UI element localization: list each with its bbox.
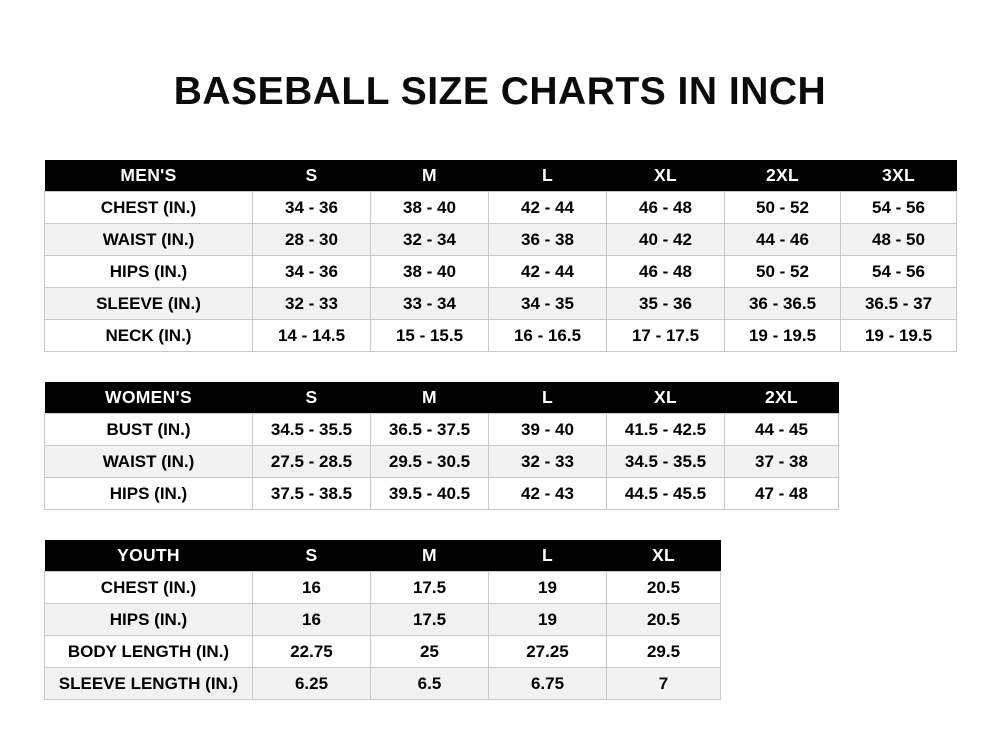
row-header: CHEST (IN.) [45, 572, 253, 604]
table-cell: 16 [253, 604, 371, 636]
row-header: SLEEVE (IN.) [45, 288, 253, 320]
size-tables-container [0, 160, 1000, 700]
table-cell: 32 - 34 [371, 224, 489, 256]
table-cell: 25 [371, 636, 489, 668]
row-header: BUST (IN.) [45, 414, 253, 446]
row-header: HIPS (IN.) [45, 256, 253, 288]
table-cell: 33 - 34 [371, 288, 489, 320]
table-cell: 19 [489, 572, 607, 604]
column-header: L [489, 160, 607, 192]
table-header-row [45, 540, 721, 572]
youth-size-table [44, 540, 721, 700]
table-header-row [45, 160, 957, 192]
column-header: M [371, 540, 489, 572]
table-cell: 16 - 16.5 [489, 320, 607, 352]
table-cell: 42 - 44 [489, 192, 607, 224]
row-header: BODY LENGTH (IN.) [45, 636, 253, 668]
column-header: XL [607, 160, 725, 192]
table-cell: 37.5 - 38.5 [253, 478, 371, 510]
table-spacer [44, 510, 956, 540]
table-cell: 34 - 36 [253, 256, 371, 288]
column-header: XL [607, 382, 725, 414]
table-cell: 19 - 19.5 [841, 320, 957, 352]
table-cell: 36 - 38 [489, 224, 607, 256]
column-header: MEN'S [45, 160, 253, 192]
table-cell: 34.5 - 35.5 [253, 414, 371, 446]
table-cell: 39 - 40 [489, 414, 607, 446]
table-cell: 50 - 52 [725, 256, 841, 288]
table-cell: 22.75 [253, 636, 371, 668]
column-header: M [371, 382, 489, 414]
table-cell: 19 - 19.5 [725, 320, 841, 352]
table-cell: 28 - 30 [253, 224, 371, 256]
table-row [45, 320, 957, 352]
table-cell: 39.5 - 40.5 [371, 478, 489, 510]
womens-size-table [44, 382, 839, 510]
table-cell: 32 - 33 [253, 288, 371, 320]
column-header: L [489, 382, 607, 414]
table-row [45, 414, 839, 446]
table-cell: 16 [253, 572, 371, 604]
table-row [45, 288, 957, 320]
row-header: WAIST (IN.) [45, 446, 253, 478]
page-title: BASEBALL SIZE CHARTS IN INCH [173, 70, 827, 113]
table-cell: 34 - 35 [489, 288, 607, 320]
table-row [45, 668, 721, 700]
table-cell: 29.5 - 30.5 [371, 446, 489, 478]
table-cell: 42 - 43 [489, 478, 607, 510]
table-cell: 37 - 38 [725, 446, 839, 478]
row-header: HIPS (IN.) [45, 478, 253, 510]
table-cell: 17.5 [371, 604, 489, 636]
table-cell: 34 - 36 [253, 192, 371, 224]
table-cell: 20.5 [607, 604, 721, 636]
mens-size-table [44, 160, 957, 352]
table-cell: 46 - 48 [607, 256, 725, 288]
row-header: HIPS (IN.) [45, 604, 253, 636]
table-cell: 29.5 [607, 636, 721, 668]
column-header: YOUTH [45, 540, 253, 572]
column-header: S [253, 160, 371, 192]
table-cell: 50 - 52 [725, 192, 841, 224]
table-row [45, 572, 721, 604]
column-header: 2XL [725, 160, 841, 192]
table-cell: 44 - 46 [725, 224, 841, 256]
table-row [45, 256, 957, 288]
table-cell: 48 - 50 [841, 224, 957, 256]
table-spacer [44, 352, 956, 382]
table-cell: 54 - 56 [841, 192, 957, 224]
table-row [45, 224, 957, 256]
row-header: SLEEVE LENGTH (IN.) [45, 668, 253, 700]
table-cell: 38 - 40 [371, 192, 489, 224]
column-header: S [253, 540, 371, 572]
column-header: WOMEN'S [45, 382, 253, 414]
column-header: M [371, 160, 489, 192]
table-cell: 46 - 48 [607, 192, 725, 224]
table-cell: 17.5 [371, 572, 489, 604]
table-cell: 35 - 36 [607, 288, 725, 320]
table-cell: 32 - 33 [489, 446, 607, 478]
table-cell: 15 - 15.5 [371, 320, 489, 352]
table-cell: 27.5 - 28.5 [253, 446, 371, 478]
table-row [45, 636, 721, 668]
table-cell: 34.5 - 35.5 [607, 446, 725, 478]
row-header: NECK (IN.) [45, 320, 253, 352]
table-cell: 6.5 [371, 668, 489, 700]
table-cell: 36.5 - 37 [841, 288, 957, 320]
table-cell: 54 - 56 [841, 256, 957, 288]
table-cell: 17 - 17.5 [607, 320, 725, 352]
table-cell: 36 - 36.5 [725, 288, 841, 320]
table-row [45, 478, 839, 510]
column-header: XL [607, 540, 721, 572]
column-header: L [489, 540, 607, 572]
column-header: 3XL [841, 160, 957, 192]
table-cell: 42 - 44 [489, 256, 607, 288]
table-cell: 20.5 [607, 572, 721, 604]
column-header: 2XL [725, 382, 839, 414]
row-header: WAIST (IN.) [45, 224, 253, 256]
column-header: S [253, 382, 371, 414]
table-row [45, 192, 957, 224]
table-cell: 44.5 - 45.5 [607, 478, 725, 510]
table-cell: 6.25 [253, 668, 371, 700]
table-cell: 40 - 42 [607, 224, 725, 256]
table-cell: 36.5 - 37.5 [371, 414, 489, 446]
table-cell: 6.75 [489, 668, 607, 700]
table-cell: 14 - 14.5 [253, 320, 371, 352]
row-header: CHEST (IN.) [45, 192, 253, 224]
table-cell: 19 [489, 604, 607, 636]
table-cell: 38 - 40 [371, 256, 489, 288]
table-cell: 47 - 48 [725, 478, 839, 510]
table-row [45, 446, 839, 478]
table-header-row [45, 382, 839, 414]
table-cell: 44 - 45 [725, 414, 839, 446]
table-cell: 7 [607, 668, 721, 700]
table-cell: 41.5 - 42.5 [607, 414, 725, 446]
table-cell: 27.25 [489, 636, 607, 668]
table-row [45, 604, 721, 636]
